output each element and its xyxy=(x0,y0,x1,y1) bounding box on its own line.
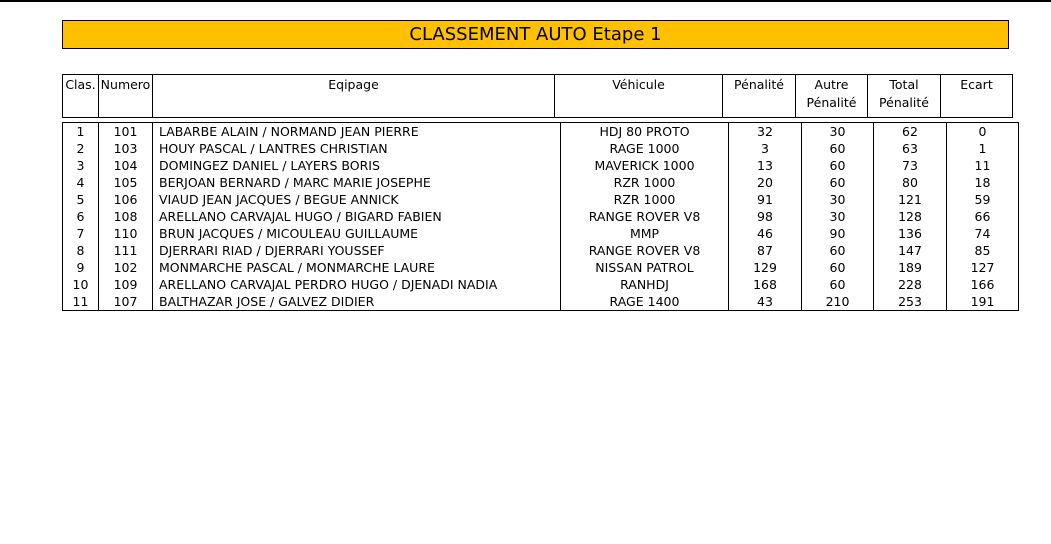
header-penalite: Pénalité xyxy=(723,75,796,118)
header-autre-line1: Autre xyxy=(814,77,849,92)
cell-numero: 104 xyxy=(99,157,153,174)
cell-autre: 60 xyxy=(802,276,874,293)
cell-total: 121 xyxy=(874,191,947,208)
cell-ecart: 74 xyxy=(947,225,1019,242)
cell-penalite: 32 xyxy=(729,123,802,141)
cell-total: 63 xyxy=(874,140,947,157)
header-clas: Clas. xyxy=(63,75,99,118)
top-border-line xyxy=(0,0,1051,2)
cell-numero: 110 xyxy=(99,225,153,242)
cell-penalite: 98 xyxy=(729,208,802,225)
table-header xyxy=(62,74,1013,118)
cell-penalite: 91 xyxy=(729,191,802,208)
table-row xyxy=(63,123,1019,141)
cell-clas: 1 xyxy=(63,123,99,141)
header-total-line1: Total xyxy=(889,77,919,92)
cell-vehicule: RANHDJ xyxy=(561,276,729,293)
cell-equipage: BERJOAN BERNARD / MARC MARIE JOSEPHE xyxy=(153,174,561,191)
cell-equipage: DJERRARI RIAD / DJERRARI YOUSSEF xyxy=(153,242,561,259)
cell-ecart: 191 xyxy=(947,293,1019,311)
table-row xyxy=(63,208,1019,225)
cell-autre: 30 xyxy=(802,208,874,225)
cell-numero: 106 xyxy=(99,191,153,208)
header-numero: Numero xyxy=(99,75,153,118)
cell-clas: 6 xyxy=(63,208,99,225)
cell-vehicule: MAVERICK 1000 xyxy=(561,157,729,174)
header-autre-line2: Pénalité xyxy=(806,95,857,110)
cell-total: 62 xyxy=(874,123,947,141)
cell-penalite: 43 xyxy=(729,293,802,311)
page-title: CLASSEMENT AUTO Etape 1 xyxy=(62,20,1009,49)
cell-clas: 7 xyxy=(63,225,99,242)
cell-clas: 8 xyxy=(63,242,99,259)
cell-penalite: 87 xyxy=(729,242,802,259)
cell-numero: 107 xyxy=(99,293,153,311)
cell-ecart: 127 xyxy=(947,259,1019,276)
cell-penalite: 20 xyxy=(729,174,802,191)
cell-vehicule: RAGE 1000 xyxy=(561,140,729,157)
cell-total: 147 xyxy=(874,242,947,259)
cell-equipage: DOMINGEZ DANIEL / LAYERS BORIS xyxy=(153,157,561,174)
results-body xyxy=(63,123,1019,311)
cell-total: 80 xyxy=(874,174,947,191)
cell-autre: 60 xyxy=(802,157,874,174)
cell-penalite: 3 xyxy=(729,140,802,157)
cell-autre: 30 xyxy=(802,123,874,141)
header-total-line2: Pénalité xyxy=(879,95,929,110)
cell-vehicule: MMP xyxy=(561,225,729,242)
cell-total: 73 xyxy=(874,157,947,174)
cell-ecart: 66 xyxy=(947,208,1019,225)
cell-total: 253 xyxy=(874,293,947,311)
header-row xyxy=(63,75,1013,118)
cell-autre: 60 xyxy=(802,174,874,191)
cell-clas: 3 xyxy=(63,157,99,174)
table-row xyxy=(63,276,1019,293)
cell-vehicule: RZR 1000 xyxy=(561,174,729,191)
cell-penalite: 13 xyxy=(729,157,802,174)
cell-total: 228 xyxy=(874,276,947,293)
cell-numero: 111 xyxy=(99,242,153,259)
cell-clas: 2 xyxy=(63,140,99,157)
cell-numero: 108 xyxy=(99,208,153,225)
cell-ecart: 18 xyxy=(947,174,1019,191)
cell-autre: 210 xyxy=(802,293,874,311)
cell-ecart: 59 xyxy=(947,191,1019,208)
cell-numero: 101 xyxy=(99,123,153,141)
results-table xyxy=(62,122,1019,311)
cell-numero: 103 xyxy=(99,140,153,157)
cell-clas: 10 xyxy=(63,276,99,293)
table-row xyxy=(63,259,1019,276)
cell-equipage: HOUY PASCAL / LANTRES CHRISTIAN xyxy=(153,140,561,157)
cell-penalite: 46 xyxy=(729,225,802,242)
cell-ecart: 1 xyxy=(947,140,1019,157)
table-row xyxy=(63,293,1019,311)
cell-equipage: BALTHAZAR JOSE / GALVEZ DIDIER xyxy=(153,293,561,311)
cell-numero: 105 xyxy=(99,174,153,191)
cell-vehicule: HDJ 80 PROTO xyxy=(561,123,729,141)
cell-numero: 102 xyxy=(99,259,153,276)
header-total-penalite xyxy=(868,75,941,118)
header-autre-penalite xyxy=(796,75,868,118)
table-row xyxy=(63,242,1019,259)
cell-total: 189 xyxy=(874,259,947,276)
cell-total: 128 xyxy=(874,208,947,225)
table-row xyxy=(63,157,1019,174)
cell-vehicule: RANGE ROVER V8 xyxy=(561,242,729,259)
cell-total: 136 xyxy=(874,225,947,242)
cell-ecart: 85 xyxy=(947,242,1019,259)
header-vehicule: Véhicule xyxy=(555,75,723,118)
cell-autre: 60 xyxy=(802,242,874,259)
header-ecart: Ecart xyxy=(941,75,1013,118)
cell-autre: 30 xyxy=(802,191,874,208)
cell-ecart: 11 xyxy=(947,157,1019,174)
cell-vehicule: RZR 1000 xyxy=(561,191,729,208)
cell-clas: 9 xyxy=(63,259,99,276)
cell-equipage: MONMARCHE PASCAL / MONMARCHE LAURE xyxy=(153,259,561,276)
cell-autre: 60 xyxy=(802,140,874,157)
table-row xyxy=(63,140,1019,157)
cell-equipage: LABARBE ALAIN / NORMAND JEAN PIERRE xyxy=(153,123,561,141)
cell-clas: 5 xyxy=(63,191,99,208)
cell-vehicule: RAGE 1400 xyxy=(561,293,729,311)
cell-ecart: 166 xyxy=(947,276,1019,293)
cell-vehicule: RANGE ROVER V8 xyxy=(561,208,729,225)
cell-ecart: 0 xyxy=(947,123,1019,141)
cell-equipage: VIAUD JEAN JACQUES / BEGUE ANNICK xyxy=(153,191,561,208)
table-row xyxy=(63,174,1019,191)
table-row xyxy=(63,225,1019,242)
cell-vehicule: NISSAN PATROL xyxy=(561,259,729,276)
cell-clas: 11 xyxy=(63,293,99,311)
cell-autre: 60 xyxy=(802,259,874,276)
cell-penalite: 129 xyxy=(729,259,802,276)
cell-numero: 109 xyxy=(99,276,153,293)
table-row xyxy=(63,191,1019,208)
cell-autre: 90 xyxy=(802,225,874,242)
cell-penalite: 168 xyxy=(729,276,802,293)
cell-clas: 4 xyxy=(63,174,99,191)
header-equipage: Eqipage xyxy=(153,75,555,118)
cell-equipage: ARELLANO CARVAJAL PERDRO HUGO / DJENADI NADIA xyxy=(153,276,561,293)
cell-equipage: BRUN JACQUES / MICOULEAU GUILLAUME xyxy=(153,225,561,242)
cell-equipage: ARELLANO CARVAJAL HUGO / BIGARD FABIEN xyxy=(153,208,561,225)
